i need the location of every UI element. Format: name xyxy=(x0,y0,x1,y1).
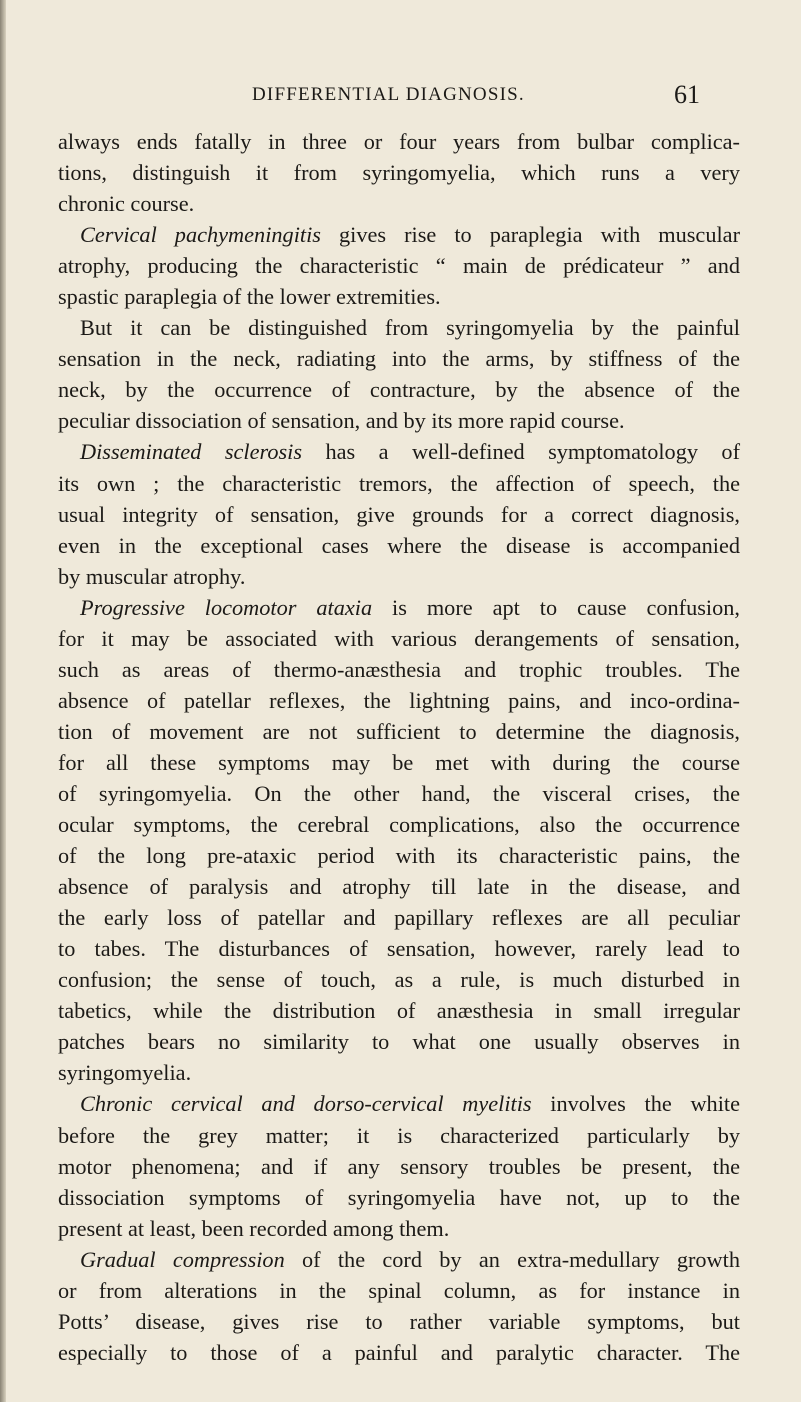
line-text: the early loss of patellar and papillary reflexes are all peculiar xyxy=(58,905,740,931)
text-line xyxy=(58,933,740,964)
line-text: gives rise to paraplegia with muscular xyxy=(320,222,740,248)
page-gutter-shadow xyxy=(0,0,6,1402)
text-line xyxy=(58,343,740,374)
line-text: involves the white xyxy=(531,1091,740,1117)
line-text: tion of movement are not sufficient to determine the diagnosis, xyxy=(58,718,740,744)
line-text: for it may be associated with various derangements of sensation, xyxy=(58,625,740,651)
line-text: by muscular atrophy. xyxy=(58,563,246,589)
italic-term: Disseminated sclerosis xyxy=(80,439,303,465)
text-line xyxy=(58,716,740,747)
line-text: neck, by the occurrence of contracture, by the absence of the xyxy=(58,377,740,403)
line-text: chronic course. xyxy=(58,191,195,217)
text-line xyxy=(58,623,740,654)
line-text: before the grey matter; it is characterized particularly by xyxy=(58,1122,740,1148)
line-text: motor phenomena; and if any sensory troubles be present, the xyxy=(58,1153,740,1179)
line-text: especially to those of a painful and paralytic character. The xyxy=(58,1339,740,1365)
text-line xyxy=(58,1306,740,1337)
text-line xyxy=(58,964,740,995)
text-line xyxy=(58,1213,740,1244)
line-text: patches bears no similarity to what one usually observes in xyxy=(58,1029,740,1055)
text-line xyxy=(58,809,740,840)
line-text: sensation in the neck, radiating into the arms, by stiffness of the xyxy=(58,346,740,372)
line-text: is more apt to cause confusion, xyxy=(372,594,740,620)
text-line xyxy=(58,654,740,685)
italic-term: Progressive locomotor ataxia xyxy=(80,594,373,620)
text-line xyxy=(58,1275,740,1306)
body-text xyxy=(58,126,740,1368)
line-text: for all these symptoms may be met with during the course xyxy=(58,749,740,775)
text-line xyxy=(58,1337,740,1368)
text-line xyxy=(58,995,740,1026)
text-line xyxy=(58,374,740,405)
text-line xyxy=(58,436,740,467)
text-line xyxy=(58,1026,740,1057)
text-line xyxy=(58,468,740,499)
italic-term: Cervical pachymeningitis xyxy=(80,222,321,248)
line-text: or from alterations in the spinal column, as for instance in xyxy=(58,1277,740,1303)
text-line xyxy=(58,499,740,530)
line-text: spastic paraplegia of the lower extremities. xyxy=(58,284,441,310)
line-text: absence of paralysis and atrophy till late in the disease, and xyxy=(58,874,740,900)
text-line xyxy=(58,592,740,623)
line-text: syringomyelia. xyxy=(58,1060,192,1086)
line-text: usual integrity of sensation, give grounds for a correct diagnosis, xyxy=(58,501,740,527)
line-text: of the long pre-ataxic period with its characteristic pains, the xyxy=(58,843,740,869)
text-line xyxy=(58,126,740,157)
text-line xyxy=(58,530,740,561)
text-line xyxy=(58,405,740,436)
text-line xyxy=(58,219,740,250)
line-text: dissociation symptoms of syringomyelia have not, up to the xyxy=(58,1184,740,1210)
line-text: tions, distinguish it from syringomyelia, which runs a very xyxy=(58,160,740,186)
text-line xyxy=(58,902,740,933)
italic-term: Chronic cervical and dorso-cervical myelitis xyxy=(80,1091,532,1117)
line-text: absence of patellar reflexes, the lightning pains, and inco-ordina- xyxy=(58,687,740,713)
text-line xyxy=(58,157,740,188)
line-text: Potts’ disease, gives rise to rather variable symptoms, but xyxy=(58,1308,740,1334)
text-line xyxy=(58,561,740,592)
page-number: 61 xyxy=(674,80,700,109)
line-text: has a well-defined symptomatology of xyxy=(302,439,741,465)
text-line xyxy=(58,840,740,871)
line-text: to tabes. The disturbances of sensation, however, rarely lead to xyxy=(58,936,740,962)
text-line xyxy=(58,871,740,902)
text-line xyxy=(58,1088,740,1119)
text-line xyxy=(58,1057,740,1088)
italic-term: Gradual compression xyxy=(80,1246,285,1272)
line-text: tabetics, while the distribution of anæsthesia in small irregular xyxy=(58,998,740,1024)
text-line xyxy=(58,312,740,343)
line-text: even in the exceptional cases where the disease is accompanied xyxy=(58,532,740,558)
text-line xyxy=(58,685,740,716)
line-text: peculiar dissociation of sensation, and by its more rapid course. xyxy=(58,408,625,434)
line-text: confusion; the sense of touch, as a rule, is much disturbed in xyxy=(58,967,740,993)
line-text: its own ; the characteristic tremors, the affection of speech, the xyxy=(58,470,740,496)
text-line xyxy=(58,1120,740,1151)
text-line xyxy=(58,778,740,809)
line-text: of the cord by an extra-medullary growth xyxy=(284,1246,740,1272)
line-text: of syringomyelia. On the other hand, the visceral crises, the xyxy=(58,780,740,806)
text-line xyxy=(58,1244,740,1275)
line-text: present at least, been recorded among them. xyxy=(58,1215,450,1241)
text-line xyxy=(58,281,740,312)
text-line xyxy=(58,1151,740,1182)
line-text: atrophy, producing the characteristic “ main de prédicateur ” and xyxy=(58,253,740,279)
line-text: But it can be distinguished from syringomyelia by the painful xyxy=(80,315,740,341)
line-text: ocular symptoms, the cerebral complications, also the occurrence xyxy=(58,812,740,838)
text-line xyxy=(58,188,740,219)
line-text: always ends fatally in three or four years from bulbar complica- xyxy=(58,129,740,154)
text-line xyxy=(58,250,740,281)
text-line xyxy=(58,1182,740,1213)
line-text: such as areas of thermo-anæsthesia and trophic troubles. The xyxy=(58,656,740,682)
text-line xyxy=(58,747,740,778)
running-head: DIFFERENTIAL DIAGNOSIS. xyxy=(252,84,525,105)
